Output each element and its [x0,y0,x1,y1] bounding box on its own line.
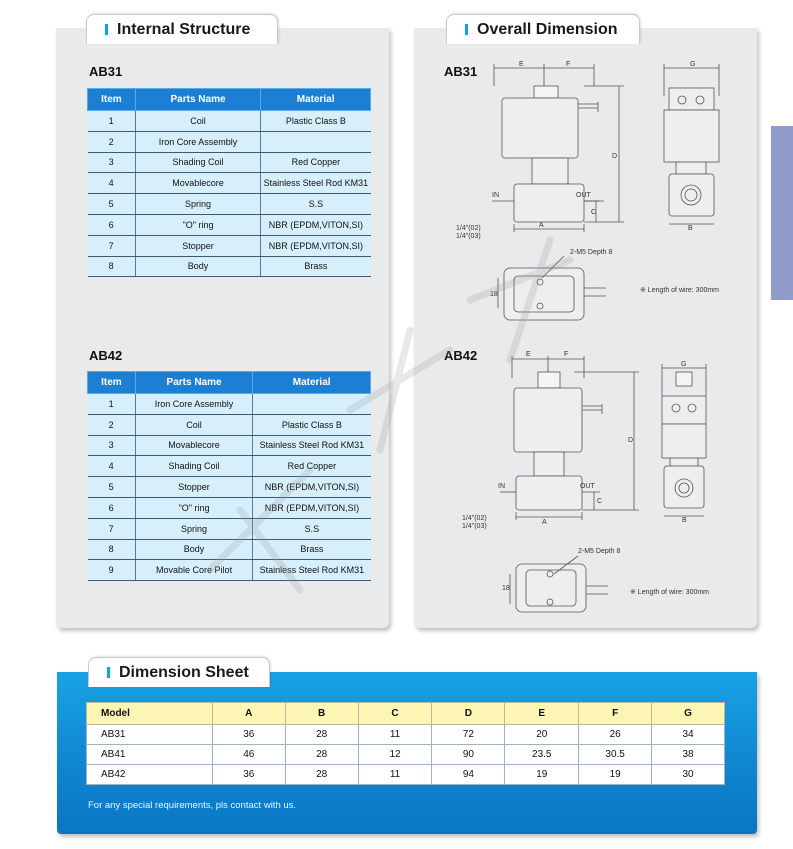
table-row [88,394,371,415]
table-row [88,539,371,560]
table-cell: 46 [212,745,285,765]
table-row [88,173,371,194]
table-cell: Plastic Class B [253,414,371,435]
table-cell: S.S [253,518,371,539]
table-cell: 2 [88,414,136,435]
column-header: Material [253,372,371,394]
table-cell: NBR (EPDM,VITON,SI) [261,235,371,256]
dimension-sheet-table [86,702,725,785]
table-row [88,477,371,498]
table-cell: 7 [88,518,136,539]
table-cell: Movablecore [135,173,260,194]
table-cell: Brass [253,539,371,560]
port-out-label: OUT [576,192,591,199]
table-row [88,194,371,215]
column-header: Item [88,89,136,111]
table-cell: Coil [135,414,253,435]
table-cell: 6 [88,214,136,235]
table-cell: Iron Core Assembly [135,394,253,415]
table-cell [253,394,371,415]
table-cell: 5 [88,194,136,215]
table-row [88,497,371,518]
table-cell: Stainless Steel Rod KM31 [261,173,371,194]
table-cell: Movablecore [135,435,253,456]
table-cell: 72 [432,725,505,745]
table-cell: Shading Coil [135,152,260,173]
dim-label-f: F [564,351,569,358]
table-cell: 3 [88,152,136,173]
column-header: A [212,703,285,725]
depth-label: 2-M5 Depth 8 [570,249,613,256]
ab31-parts-table [87,88,371,277]
column-header: Parts Name [135,89,260,111]
internal-structure-tab [86,14,278,44]
table-cell: 8 [88,539,136,560]
table-cell: Movable Core Pilot [135,560,253,581]
table-cell: 2 [88,131,136,152]
table-cell: S.S [261,194,371,215]
table-cell: 28 [285,765,358,785]
table-cell: NBR (EPDM,VITON,SI) [261,214,371,235]
table-cell: Red Copper [261,152,371,173]
table-cell: 1 [88,111,136,132]
port-in-label: IN [498,483,505,490]
table-row [88,560,371,581]
table-row [88,456,371,477]
table-cell: 20 [505,725,579,745]
table-row [87,765,725,785]
wire-length-note: ※ Length of wire: 300mm [630,589,710,596]
depth-label: 2-M5 Depth 8 [578,548,621,555]
table-cell: Plastic Class B [261,111,371,132]
table-cell: Body [135,256,260,277]
dimension-sheet-tab [88,657,270,687]
table-cell: 3 [88,435,136,456]
dim-label-f: F [566,61,571,68]
table-cell: 9 [88,560,136,581]
table-cell: 5 [88,477,136,498]
table-cell: 1 [88,394,136,415]
dim-label-c: C [597,498,603,505]
column-header: Item [88,372,136,394]
table-cell: 4 [88,456,136,477]
side-strip [771,126,793,300]
table-cell: Body [135,539,253,560]
dim-label-e: E [526,351,531,358]
dim-label-a: A [539,222,544,229]
table-cell: AB41 [87,745,213,765]
table-cell: 36 [212,765,285,785]
overall-dimension-title: Overall Dimension [477,21,618,38]
table-cell: Stopper [135,235,260,256]
table-cell: 11 [358,765,432,785]
table-cell: NBR (EPDM,VITON,SI) [253,497,371,518]
table-cell: Spring [135,518,253,539]
tab-marker-icon [465,24,468,35]
table-cell: Stainless Steel Rod KM31 [253,435,371,456]
tab-marker-icon [105,24,108,35]
table-cell: Spring [135,194,260,215]
table-cell: "O" ring [135,214,260,235]
table-cell: Stainless Steel Rod KM31 [253,560,371,581]
column-header: D [432,703,505,725]
column-header: F [579,703,652,725]
dim-label-a: A [542,519,547,526]
table-cell: 4 [88,173,136,194]
table-cell: 19 [579,765,652,785]
ab42-parts-table [87,371,371,581]
table-cell: Coil [135,111,260,132]
overall-dimension-tab [446,14,640,44]
table-cell: 28 [285,725,358,745]
internal-structure-title: Internal Structure [117,21,251,38]
table-cell: 34 [652,725,725,745]
port-out-label: OUT [580,483,595,490]
table-row [88,518,371,539]
column-header: E [505,703,579,725]
table-cell: 7 [88,235,136,256]
table-row [88,152,371,173]
table-row [88,111,371,132]
table-cell: 12 [358,745,432,765]
height-18-label: 18 [502,585,510,592]
special-requirements-note: For any special requirements, pls contact with us. [88,800,297,811]
table-row [88,435,371,456]
table-cell: 6 [88,497,136,518]
column-header: B [285,703,358,725]
table-cell: "O" ring [135,497,253,518]
table-cell: 30 [652,765,725,785]
tab-marker-icon [107,667,110,678]
dim-label-d: D [628,437,634,444]
table-row [88,214,371,235]
ab42-drawing-label: AB42 [444,348,478,363]
column-header: Model [87,703,213,725]
table-cell: Brass [261,256,371,277]
table-cell: 26 [579,725,652,745]
table-cell [261,131,371,152]
table-cell: 38 [652,745,725,765]
table-cell: 23.5 [505,745,579,765]
table-cell: 90 [432,745,505,765]
ab31-parts-label: AB31 [89,64,123,79]
dim-label-b: B [688,225,693,232]
table-cell: 30.5 [579,745,652,765]
table-cell: AB31 [87,725,213,745]
port-in-label: IN [492,192,499,199]
port-03-label: 1/4"(03) [462,523,487,530]
table-cell: Stopper [135,477,253,498]
dim-label-g: G [690,61,696,68]
table-cell: 19 [505,765,579,785]
column-header: C [358,703,432,725]
ab31-drawing-label: AB31 [444,64,478,79]
table-cell: NBR (EPDM,VITON,SI) [253,477,371,498]
dim-label-c: C [591,209,597,216]
table-row [88,414,371,435]
table-cell: 28 [285,745,358,765]
table-row [88,131,371,152]
dimension-sheet-title: Dimension Sheet [119,664,249,681]
table-cell: 11 [358,725,432,745]
dim-label-e: E [519,61,524,68]
column-header: Material [261,89,371,111]
table-cell: 94 [432,765,505,785]
wire-length-note: ※ Length of wire: 300mm [640,287,720,294]
table-row [88,235,371,256]
table-row [88,256,371,277]
ab42-parts-label: AB42 [89,348,123,363]
port-03-label: 1/4"(03) [456,233,481,240]
table-cell: Shading Coil [135,456,253,477]
column-header: G [652,703,725,725]
dim-label-d: D [612,153,618,160]
table-cell: AB42 [87,765,213,785]
table-cell: Iron Core Assembly [135,131,260,152]
dim-label-g: G [681,361,687,368]
table-row [87,745,725,765]
height-18-label: 18 [490,291,498,298]
table-row [87,725,725,745]
column-header: Parts Name [135,372,253,394]
table-cell: 8 [88,256,136,277]
table-cell: 36 [212,725,285,745]
valve-dimension-drawings [414,56,757,616]
port-02-label: 1/4"(02) [462,515,487,522]
port-02-label: 1/4"(02) [456,225,481,232]
table-cell: Red Copper [253,456,371,477]
dim-label-b: B [682,517,687,524]
